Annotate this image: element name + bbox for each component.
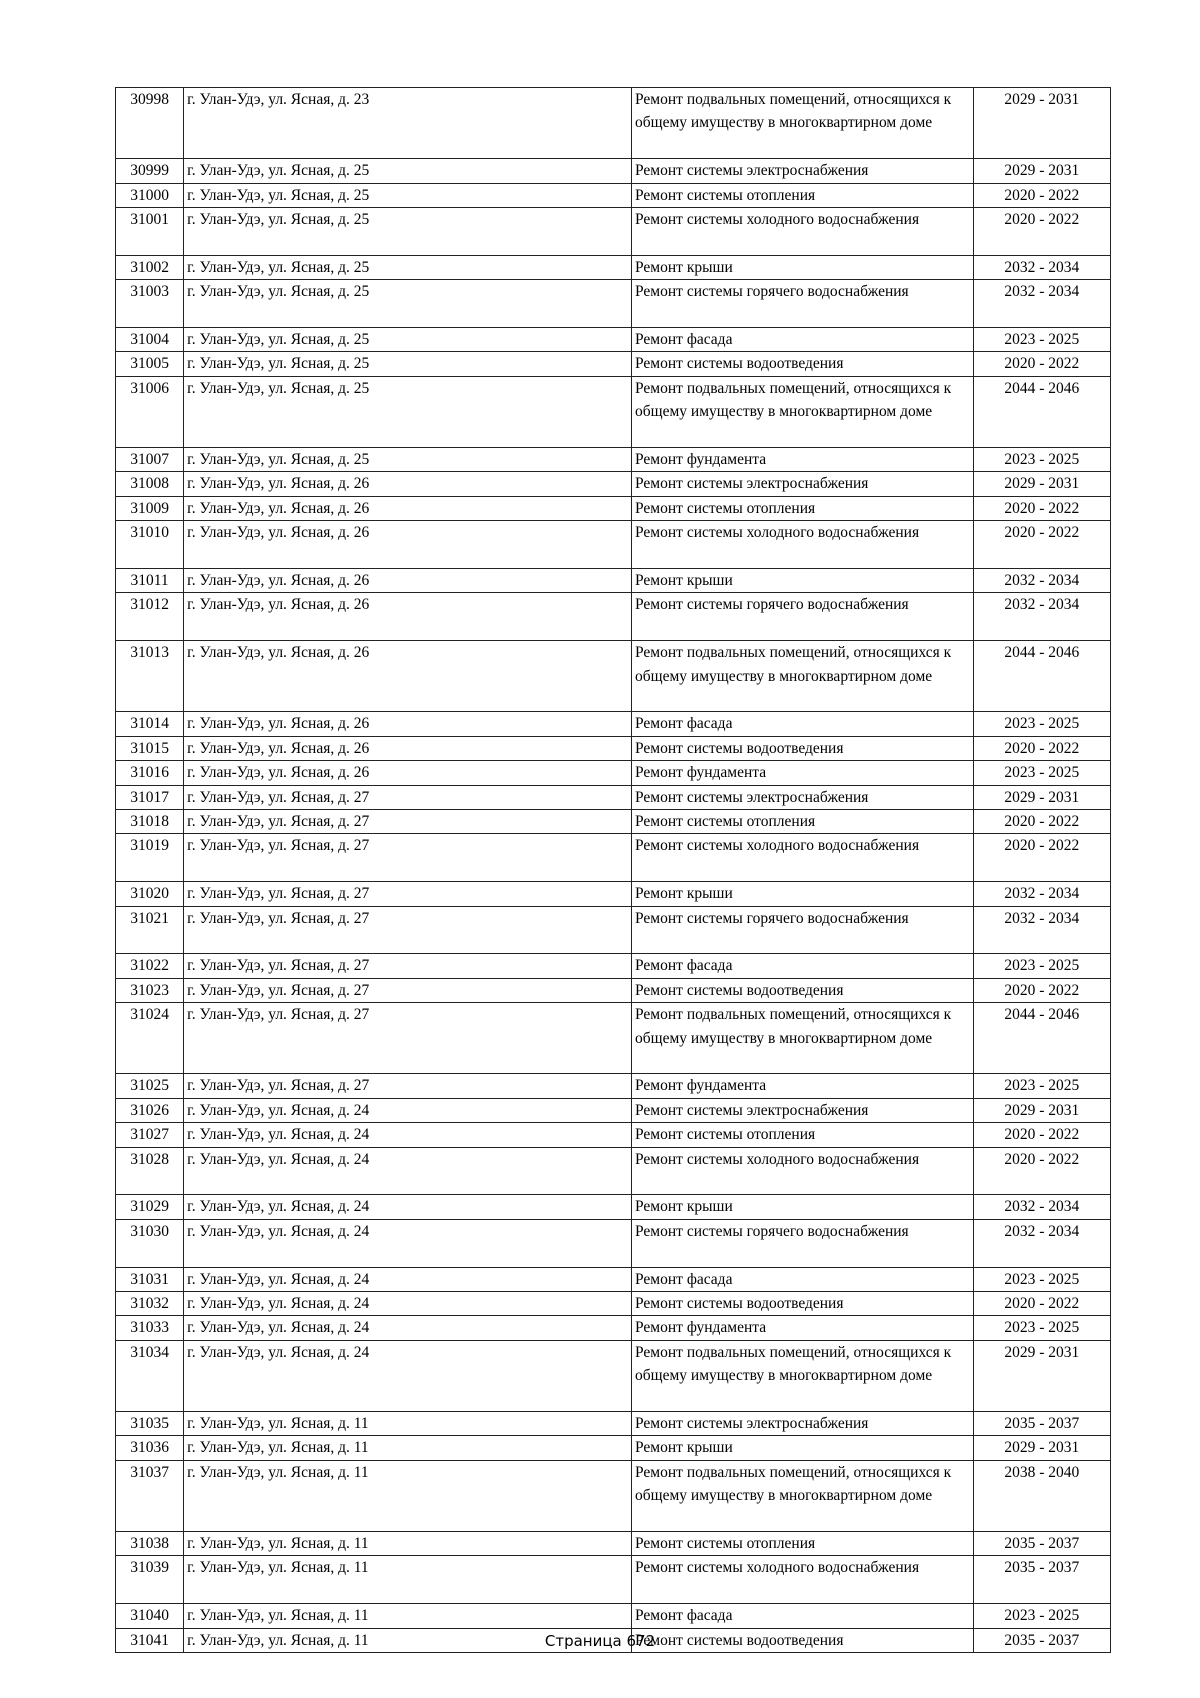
row-number-cell: 31013: [116, 641, 184, 712]
address-cell: г. Улан-Удэ, ул. Ясная, д. 27: [184, 1074, 632, 1098]
period-cell: 2032 - 2034: [973, 593, 1110, 641]
table-row: [116, 280, 1111, 328]
table-row: [116, 1532, 1111, 1556]
row-number-cell: 30999: [116, 159, 184, 183]
period-cell: 2029 - 2031: [973, 159, 1110, 183]
work-type-cell: Ремонт фундамента: [632, 1074, 974, 1098]
address-cell: г. Улан-Удэ, ул. Ясная, д. 11: [184, 1556, 632, 1604]
work-type-cell: Ремонт системы водоотведения: [632, 352, 974, 376]
row-number-cell: 31034: [116, 1340, 184, 1411]
address-cell: г. Улан-Удэ, ул. Ясная, д. 27: [184, 810, 632, 834]
table-row: [116, 1219, 1111, 1267]
table-row: [116, 978, 1111, 1002]
address-cell: г. Улан-Удэ, ул. Ясная, д. 11: [184, 1436, 632, 1460]
work-type-cell: Ремонт системы водоотведения: [632, 978, 974, 1002]
address-cell: г. Улан-Удэ, ул. Ясная, д. 27: [184, 978, 632, 1002]
address-cell: г. Улан-Удэ, ул. Ясная, д. 25: [184, 159, 632, 183]
row-number-cell: 31029: [116, 1195, 184, 1219]
address-cell: г. Улан-Удэ, ул. Ясная, д. 25: [184, 255, 632, 279]
row-number-cell: 31041: [116, 1628, 184, 1652]
work-type-cell: Ремонт фасада: [632, 328, 974, 352]
work-type-cell: Ремонт фундамента: [632, 761, 974, 785]
row-number-cell: 31033: [116, 1316, 184, 1340]
address-cell: г. Улан-Удэ, ул. Ясная, д. 25: [184, 376, 632, 447]
period-cell: 2029 - 2031: [973, 472, 1110, 496]
table-row: [116, 1098, 1111, 1122]
address-cell: г. Улан-Удэ, ул. Ясная, д. 27: [184, 954, 632, 978]
row-number-cell: 31001: [116, 208, 184, 256]
repair-schedule-table: [115, 87, 1111, 1653]
address-cell: г. Улан-Удэ, ул. Ясная, д. 26: [184, 472, 632, 496]
work-type-cell: Ремонт фасада: [632, 1267, 974, 1291]
work-type-cell: Ремонт подвальных помещений, относящихся к общему имуществу в многоквартирном доме: [632, 1340, 974, 1411]
row-number-cell: 31020: [116, 882, 184, 906]
period-cell: 2035 - 2037: [973, 1628, 1110, 1652]
page-number: Страница 672: [544, 1632, 656, 1650]
period-cell: 2020 - 2022: [973, 736, 1110, 760]
address-cell: г. Улан-Удэ, ул. Ясная, д. 24: [184, 1316, 632, 1340]
period-cell: 2023 - 2025: [973, 712, 1110, 736]
row-number-cell: 31005: [116, 352, 184, 376]
table-row: [116, 1267, 1111, 1291]
work-type-cell: Ремонт системы электроснабжения: [632, 785, 974, 809]
table-body: [116, 88, 1111, 1653]
table-row: [116, 1340, 1111, 1411]
address-cell: г. Улан-Удэ, ул. Ясная, д. 11: [184, 1628, 632, 1652]
table-row: [116, 328, 1111, 352]
table-row: [116, 1147, 1111, 1195]
work-type-cell: Ремонт системы водоотведения: [632, 1628, 974, 1652]
address-cell: г. Улан-Удэ, ул. Ясная, д. 24: [184, 1219, 632, 1267]
address-cell: г. Улан-Удэ, ул. Ясная, д. 24: [184, 1340, 632, 1411]
work-type-cell: Ремонт крыши: [632, 1195, 974, 1219]
table-row: [116, 785, 1111, 809]
period-cell: 2020 - 2022: [973, 183, 1110, 207]
table-row: [116, 1195, 1111, 1219]
row-number-cell: 31000: [116, 183, 184, 207]
row-number-cell: 31015: [116, 736, 184, 760]
table-row: [116, 496, 1111, 520]
period-cell: 2020 - 2022: [973, 352, 1110, 376]
table-row: [116, 208, 1111, 256]
work-type-cell: Ремонт крыши: [632, 1436, 974, 1460]
address-cell: г. Улан-Удэ, ул. Ясная, д. 26: [184, 641, 632, 712]
period-cell: 2029 - 2031: [973, 1098, 1110, 1122]
period-cell: 2023 - 2025: [973, 954, 1110, 978]
work-type-cell: Ремонт крыши: [632, 569, 974, 593]
address-cell: г. Улан-Удэ, ул. Ясная, д. 11: [184, 1460, 632, 1531]
row-number-cell: 31022: [116, 954, 184, 978]
address-cell: г. Улан-Удэ, ул. Ясная, д. 24: [184, 1292, 632, 1316]
period-cell: 2029 - 2031: [973, 1436, 1110, 1460]
table-row: [116, 712, 1111, 736]
work-type-cell: Ремонт системы отопления: [632, 496, 974, 520]
row-number-cell: 31036: [116, 1436, 184, 1460]
table-row: [116, 569, 1111, 593]
work-type-cell: Ремонт системы электроснабжения: [632, 1412, 974, 1436]
work-type-cell: Ремонт системы отопления: [632, 183, 974, 207]
period-cell: 2035 - 2037: [973, 1532, 1110, 1556]
row-number-cell: 31018: [116, 810, 184, 834]
period-cell: 2020 - 2022: [973, 1292, 1110, 1316]
period-cell: 2035 - 2037: [973, 1556, 1110, 1604]
row-number-cell: 31008: [116, 472, 184, 496]
period-cell: 2035 - 2037: [973, 1412, 1110, 1436]
table-row: [116, 810, 1111, 834]
address-cell: г. Улан-Удэ, ул. Ясная, д. 25: [184, 448, 632, 472]
work-type-cell: Ремонт системы электроснабжения: [632, 159, 974, 183]
address-cell: г. Улан-Удэ, ул. Ясная, д. 24: [184, 1195, 632, 1219]
period-cell: 2023 - 2025: [973, 328, 1110, 352]
work-type-cell: Ремонт фундамента: [632, 1316, 974, 1340]
address-cell: г. Улан-Удэ, ул. Ясная, д. 27: [184, 834, 632, 882]
work-type-cell: Ремонт системы холодного водоснабжения: [632, 208, 974, 256]
period-cell: 2032 - 2034: [973, 255, 1110, 279]
table-row: [116, 834, 1111, 882]
row-number-cell: 31003: [116, 280, 184, 328]
address-cell: г. Улан-Удэ, ул. Ясная, д. 25: [184, 328, 632, 352]
period-cell: 2020 - 2022: [973, 521, 1110, 569]
row-number-cell: 31023: [116, 978, 184, 1002]
address-cell: г. Улан-Удэ, ул. Ясная, д. 24: [184, 1098, 632, 1122]
period-cell: 2038 - 2040: [973, 1460, 1110, 1531]
row-number-cell: 31002: [116, 255, 184, 279]
address-cell: г. Улан-Удэ, ул. Ясная, д. 27: [184, 785, 632, 809]
period-cell: 2044 - 2046: [973, 376, 1110, 447]
row-number-cell: 31038: [116, 1532, 184, 1556]
work-type-cell: Ремонт фасада: [632, 954, 974, 978]
period-cell: 2032 - 2034: [973, 1195, 1110, 1219]
table-row: [116, 88, 1111, 159]
address-cell: г. Улан-Удэ, ул. Ясная, д. 25: [184, 183, 632, 207]
period-cell: 2020 - 2022: [973, 978, 1110, 1002]
row-number-cell: 31021: [116, 906, 184, 954]
work-type-cell: Ремонт системы электроснабжения: [632, 472, 974, 496]
address-cell: г. Улан-Удэ, ул. Ясная, д. 27: [184, 882, 632, 906]
work-type-cell: Ремонт системы холодного водоснабжения: [632, 1556, 974, 1604]
table-row: [116, 736, 1111, 760]
row-number-cell: 31028: [116, 1147, 184, 1195]
row-number-cell: 31030: [116, 1219, 184, 1267]
row-number-cell: 31024: [116, 1003, 184, 1074]
work-type-cell: Ремонт подвальных помещений, относящихся к общему имуществу в многоквартирном доме: [632, 376, 974, 447]
row-number-cell: 31007: [116, 448, 184, 472]
period-cell: 2023 - 2025: [973, 1074, 1110, 1098]
address-cell: г. Улан-Удэ, ул. Ясная, д. 11: [184, 1412, 632, 1436]
table-row: [116, 1074, 1111, 1098]
row-number-cell: 31006: [116, 376, 184, 447]
period-cell: 2032 - 2034: [973, 569, 1110, 593]
work-type-cell: Ремонт системы отопления: [632, 1532, 974, 1556]
work-type-cell: Ремонт системы горячего водоснабжения: [632, 906, 974, 954]
row-number-cell: 31009: [116, 496, 184, 520]
table-row: [116, 954, 1111, 978]
work-type-cell: Ремонт системы отопления: [632, 1123, 974, 1147]
work-type-cell: Ремонт системы водоотведения: [632, 1292, 974, 1316]
row-number-cell: 31031: [116, 1267, 184, 1291]
table-row: [116, 1003, 1111, 1074]
table-row: [116, 1460, 1111, 1531]
period-cell: 2032 - 2034: [973, 280, 1110, 328]
address-cell: г. Улан-Удэ, ул. Ясная, д. 27: [184, 1003, 632, 1074]
row-number-cell: 30998: [116, 88, 184, 159]
work-type-cell: Ремонт подвальных помещений, относящихся к общему имуществу в многоквартирном доме: [632, 88, 974, 159]
work-type-cell: Ремонт системы холодного водоснабжения: [632, 834, 974, 882]
table-row: [116, 183, 1111, 207]
period-cell: 2020 - 2022: [973, 810, 1110, 834]
work-type-cell: Ремонт фасада: [632, 712, 974, 736]
period-cell: 2029 - 2031: [973, 88, 1110, 159]
period-cell: 2020 - 2022: [973, 1147, 1110, 1195]
row-number-cell: 31039: [116, 1556, 184, 1604]
row-number-cell: 31026: [116, 1098, 184, 1122]
address-cell: г. Улан-Удэ, ул. Ясная, д. 26: [184, 569, 632, 593]
period-cell: 2044 - 2046: [973, 641, 1110, 712]
work-type-cell: Ремонт фундамента: [632, 448, 974, 472]
table-row: [116, 376, 1111, 447]
row-number-cell: 31037: [116, 1460, 184, 1531]
period-cell: 2023 - 2025: [973, 1267, 1110, 1291]
table-row: [116, 1292, 1111, 1316]
work-type-cell: Ремонт фасада: [632, 1604, 974, 1628]
work-type-cell: Ремонт крыши: [632, 255, 974, 279]
period-cell: 2032 - 2034: [973, 906, 1110, 954]
table-row: [116, 882, 1111, 906]
table-row: [116, 521, 1111, 569]
work-type-cell: Ремонт системы водоотведения: [632, 736, 974, 760]
address-cell: г. Улан-Удэ, ул. Ясная, д. 25: [184, 280, 632, 328]
row-number-cell: 31027: [116, 1123, 184, 1147]
period-cell: 2020 - 2022: [973, 1123, 1110, 1147]
table-row: [116, 761, 1111, 785]
work-type-cell: Ремонт системы холодного водоснабжения: [632, 1147, 974, 1195]
work-type-cell: Ремонт подвальных помещений, относящихся к общему имуществу в многоквартирном доме: [632, 1460, 974, 1531]
address-cell: г. Улан-Удэ, ул. Ясная, д. 26: [184, 761, 632, 785]
table-row: [116, 1556, 1111, 1604]
table-row: [116, 159, 1111, 183]
address-cell: г. Улан-Удэ, ул. Ясная, д. 25: [184, 208, 632, 256]
table-row: [116, 593, 1111, 641]
row-number-cell: 31014: [116, 712, 184, 736]
address-cell: г. Улан-Удэ, ул. Ясная, д. 27: [184, 906, 632, 954]
row-number-cell: 31035: [116, 1412, 184, 1436]
work-type-cell: Ремонт системы горячего водоснабжения: [632, 1219, 974, 1267]
row-number-cell: 31032: [116, 1292, 184, 1316]
period-cell: 2020 - 2022: [973, 208, 1110, 256]
table-row: [116, 1316, 1111, 1340]
work-type-cell: Ремонт подвальных помещений, относящихся к общему имуществу в многоквартирном доме: [632, 1003, 974, 1074]
table-row: [116, 1436, 1111, 1460]
period-cell: 2023 - 2025: [973, 1316, 1110, 1340]
address-cell: г. Улан-Удэ, ул. Ясная, д. 24: [184, 1123, 632, 1147]
work-type-cell: Ремонт системы холодного водоснабжения: [632, 521, 974, 569]
period-cell: 2032 - 2034: [973, 1219, 1110, 1267]
address-cell: г. Улан-Удэ, ул. Ясная, д. 24: [184, 1267, 632, 1291]
address-cell: г. Улан-Удэ, ул. Ясная, д. 11: [184, 1532, 632, 1556]
period-cell: 2023 - 2025: [973, 448, 1110, 472]
row-number-cell: 31010: [116, 521, 184, 569]
address-cell: г. Улан-Удэ, ул. Ясная, д. 26: [184, 593, 632, 641]
table-row: [116, 472, 1111, 496]
row-number-cell: 31011: [116, 569, 184, 593]
row-number-cell: 31019: [116, 834, 184, 882]
address-cell: г. Улан-Удэ, ул. Ясная, д. 26: [184, 496, 632, 520]
work-type-cell: Ремонт системы горячего водоснабжения: [632, 280, 974, 328]
address-cell: г. Улан-Удэ, ул. Ясная, д. 26: [184, 521, 632, 569]
row-number-cell: 31017: [116, 785, 184, 809]
row-number-cell: 31004: [116, 328, 184, 352]
period-cell: 2023 - 2025: [973, 1604, 1110, 1628]
period-cell: 2032 - 2034: [973, 882, 1110, 906]
row-number-cell: 31040: [116, 1604, 184, 1628]
address-cell: г. Улан-Удэ, ул. Ясная, д. 11: [184, 1604, 632, 1628]
table-row: [116, 1123, 1111, 1147]
period-cell: 2044 - 2046: [973, 1003, 1110, 1074]
table-row: [116, 352, 1111, 376]
table-row: [116, 448, 1111, 472]
address-cell: г. Улан-Удэ, ул. Ясная, д. 26: [184, 736, 632, 760]
table-row: [116, 255, 1111, 279]
work-type-cell: Ремонт подвальных помещений, относящихся к общему имуществу в многоквартирном доме: [632, 641, 974, 712]
work-type-cell: Ремонт системы электроснабжения: [632, 1098, 974, 1122]
period-cell: 2023 - 2025: [973, 761, 1110, 785]
row-number-cell: 31012: [116, 593, 184, 641]
table-row: [116, 1604, 1111, 1628]
table-row: [116, 906, 1111, 954]
period-cell: 2020 - 2022: [973, 496, 1110, 520]
work-type-cell: Ремонт системы горячего водоснабжения: [632, 593, 974, 641]
address-cell: г. Улан-Удэ, ул. Ясная, д. 25: [184, 352, 632, 376]
period-cell: 2029 - 2031: [973, 785, 1110, 809]
row-number-cell: 31016: [116, 761, 184, 785]
period-cell: 2029 - 2031: [973, 1340, 1110, 1411]
work-type-cell: Ремонт крыши: [632, 882, 974, 906]
row-number-cell: 31025: [116, 1074, 184, 1098]
table-row: [116, 641, 1111, 712]
table-row: [116, 1412, 1111, 1436]
address-cell: г. Улан-Удэ, ул. Ясная, д. 24: [184, 1147, 632, 1195]
period-cell: 2020 - 2022: [973, 834, 1110, 882]
address-cell: г. Улан-Удэ, ул. Ясная, д. 23: [184, 88, 632, 159]
work-type-cell: Ремонт системы отопления: [632, 810, 974, 834]
address-cell: г. Улан-Удэ, ул. Ясная, д. 26: [184, 712, 632, 736]
